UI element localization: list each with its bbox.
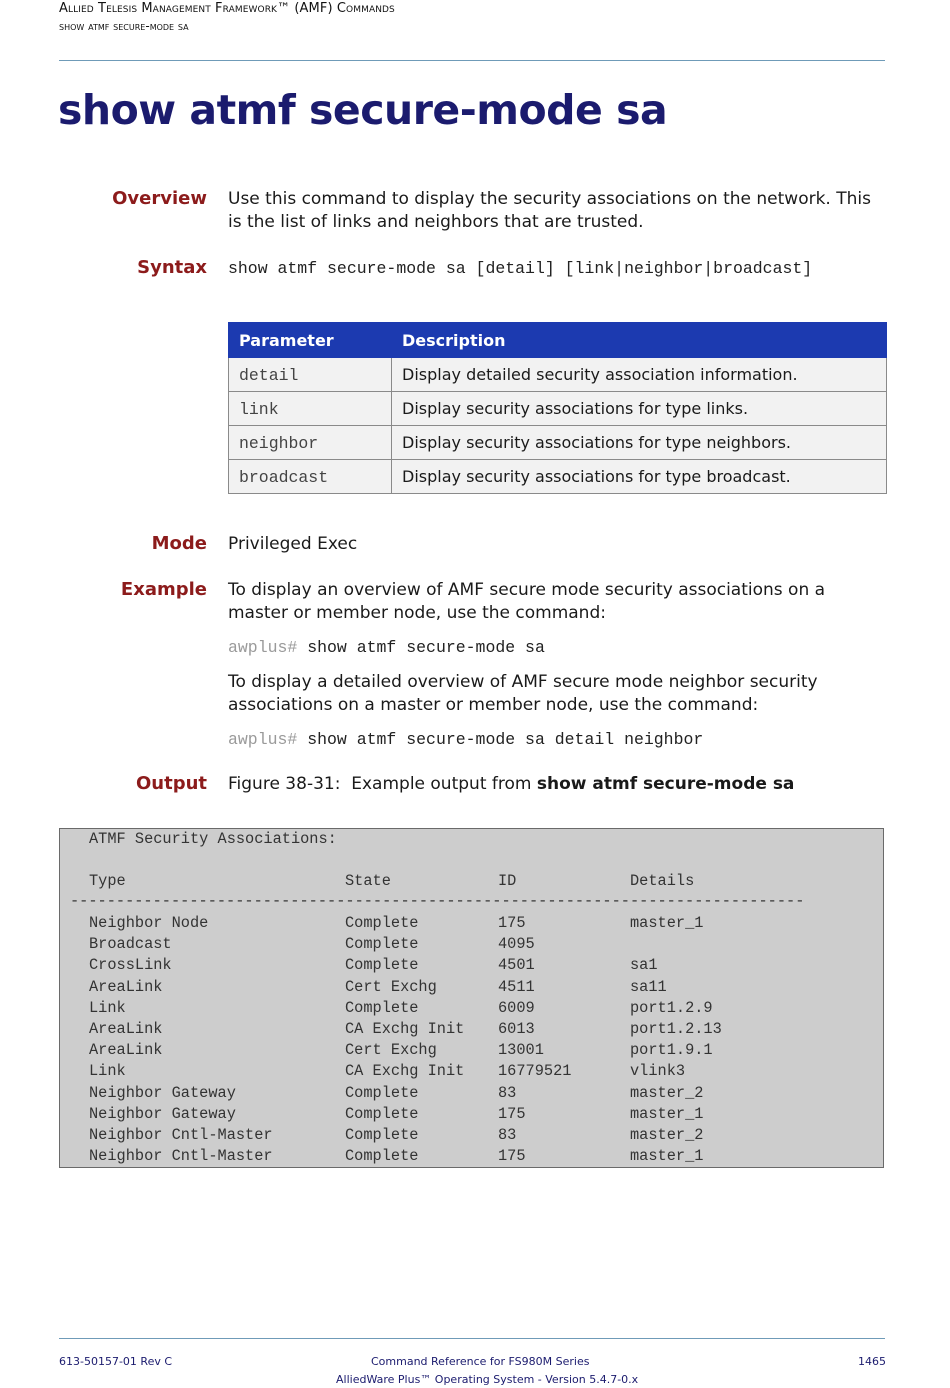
cli-command: show atmf secure-mode sa <box>307 638 545 657</box>
output-cell-details: port1.9.1 <box>630 1041 713 1060</box>
output-label: Output <box>135 773 207 794</box>
output-cell-state: Complete <box>345 935 419 954</box>
output-cell-type: Link <box>89 998 126 1017</box>
output-cell-state: CA Exchg Init <box>345 1062 465 1081</box>
output-cell-type: AreaLink <box>89 1020 163 1038</box>
overview-label: Overview <box>112 188 207 209</box>
output-cell-type: Link <box>89 1062 126 1081</box>
output-cell-id: 175 <box>498 1104 526 1123</box>
output-cell-state: Cert Exchg <box>345 1041 437 1060</box>
overview-text: Use this command to display the security associations on the network. This is the list of links and neighbors that are trusted. <box>228 189 871 232</box>
cli-command: show atmf secure-mode sa detail neighbor <box>307 730 704 749</box>
output-column-type: Type <box>89 872 126 890</box>
cli-prompt: awplus# <box>228 638 298 657</box>
output-cell-id: 16779521 <box>498 1062 572 1081</box>
figure-caption-text: Example output from <box>351 774 532 794</box>
output-cell-state: CA Exchg Init <box>345 1020 465 1038</box>
output-cell-type: Neighbor Cntl-Master <box>89 1147 273 1166</box>
output-cell-state: Cert Exchg <box>345 977 437 996</box>
output-cell-id: 175 <box>498 914 526 932</box>
running-header-section: show atmf secure-mode sa <box>59 19 189 33</box>
description-cell: Display detailed security association information. <box>392 358 887 392</box>
output-cell-state: Complete <box>345 1083 419 1102</box>
parameter-cell: broadcast <box>229 460 392 494</box>
output-cell-state: Complete <box>345 956 419 975</box>
output-cell-type: Neighbor Gateway <box>89 1104 236 1123</box>
running-header-chapter: Allied Telesis Management Framework™ (AMF) Commands <box>59 1 395 16</box>
output-cell-state: Complete <box>345 1147 419 1166</box>
output-cell-details: master_2 <box>630 1083 704 1102</box>
output-cell-id: 6013 <box>498 1020 535 1038</box>
output-cell-id: 13001 <box>498 1041 544 1060</box>
output-cell-id: 83 <box>498 1126 517 1144</box>
output-column-id: ID <box>498 872 517 890</box>
output-cell-state: Complete <box>345 1126 419 1144</box>
syntax-command: show atmf secure-mode sa [detail] [link|neighbor|broadcast] <box>228 259 813 278</box>
footer-os-version: AlliedWare Plus™ Operating System - Version 5.4.7-0.x <box>336 1373 639 1386</box>
output-cell-details: master_1 <box>630 1104 704 1123</box>
mode-label: Mode <box>151 533 207 554</box>
output-cell-details: port1.2.13 <box>630 1020 722 1038</box>
output-cell-id: 175 <box>498 1147 526 1166</box>
output-cell-type: AreaLink <box>89 1041 163 1060</box>
table-row <box>229 392 887 426</box>
output-cell-state: Complete <box>345 1104 419 1123</box>
output-cell-state: Complete <box>345 914 419 932</box>
output-cell-id: 4501 <box>498 956 535 975</box>
output-cell-id: 4095 <box>498 935 535 954</box>
figure-caption-command: show atmf secure-mode sa <box>536 774 795 794</box>
description-cell: Display security associations for type broadcast. <box>392 460 887 494</box>
cli-prompt: awplus# <box>228 730 298 749</box>
example-label: Example <box>120 579 207 600</box>
output-cell-state: Complete <box>345 998 419 1017</box>
parameter-cell: link <box>229 392 392 426</box>
output-cell-details: master_2 <box>630 1126 704 1144</box>
page-title: show atmf secure-mode sa <box>58 86 668 134</box>
table-row <box>229 460 887 494</box>
parameter-table <box>228 322 887 494</box>
table-row <box>229 358 887 392</box>
output-cell-type: CrossLink <box>89 956 172 975</box>
output-cell-type: Neighbor Cntl-Master <box>89 1126 273 1144</box>
example-command-1 <box>228 638 545 657</box>
syntax-label: Syntax <box>137 257 207 278</box>
mode-text: Privileged Exec <box>228 534 358 554</box>
output-heading: ATMF Security Associations: <box>89 830 337 848</box>
output-cell-type: AreaLink <box>89 977 163 996</box>
table-row <box>229 426 887 460</box>
output-column-details: Details <box>630 872 695 890</box>
parameter-cell: neighbor <box>229 426 392 460</box>
cli-output-box <box>59 828 884 1168</box>
figure-number: Figure 38-31: <box>228 774 341 794</box>
parameter-column-header: Parameter <box>229 323 392 358</box>
description-cell: Display security associations for type links. <box>392 392 887 426</box>
output-cell-id: 4511 <box>498 977 535 996</box>
output-separator: -------------------------------------------------------------------------------- <box>70 892 805 910</box>
parameter-cell: detail <box>229 358 392 392</box>
output-cell-details: master_1 <box>630 914 704 932</box>
output-cell-details: sa11 <box>630 977 667 996</box>
output-cell-type: Neighbor Gateway <box>89 1083 236 1102</box>
output-cell-type: Broadcast <box>89 935 172 954</box>
output-cell-type: Neighbor Node <box>89 914 209 932</box>
description-column-header: Description <box>392 323 887 358</box>
footer-doc-id: 613-50157-01 Rev C <box>59 1355 173 1368</box>
example-command-2 <box>228 730 703 749</box>
output-column-state: State <box>345 872 391 890</box>
parameter-table-header <box>229 323 887 358</box>
output-cell-details: master_1 <box>630 1147 704 1166</box>
output-cell-details: vlink3 <box>630 1062 686 1081</box>
example-intro-1: To display an overview of AMF secure mode security associations on a master or member node, use the command: <box>228 580 826 623</box>
header-rule <box>59 60 885 61</box>
example-intro-2: To display a detailed overview of AMF secure mode neighbor security associations on a master or member node, use the command: <box>228 672 818 715</box>
footer-page-number: 1465 <box>858 1355 886 1368</box>
output-cell-id: 6009 <box>498 998 535 1017</box>
description-cell: Display security associations for type neighbors. <box>392 426 887 460</box>
output-cell-id: 83 <box>498 1083 517 1102</box>
figure-caption <box>228 773 888 796</box>
output-cell-details: port1.2.9 <box>630 998 713 1017</box>
output-cell-details: sa1 <box>630 956 658 975</box>
footer-ref-title: Command Reference for FS980M Series <box>371 1355 590 1368</box>
footer-rule <box>59 1338 885 1339</box>
